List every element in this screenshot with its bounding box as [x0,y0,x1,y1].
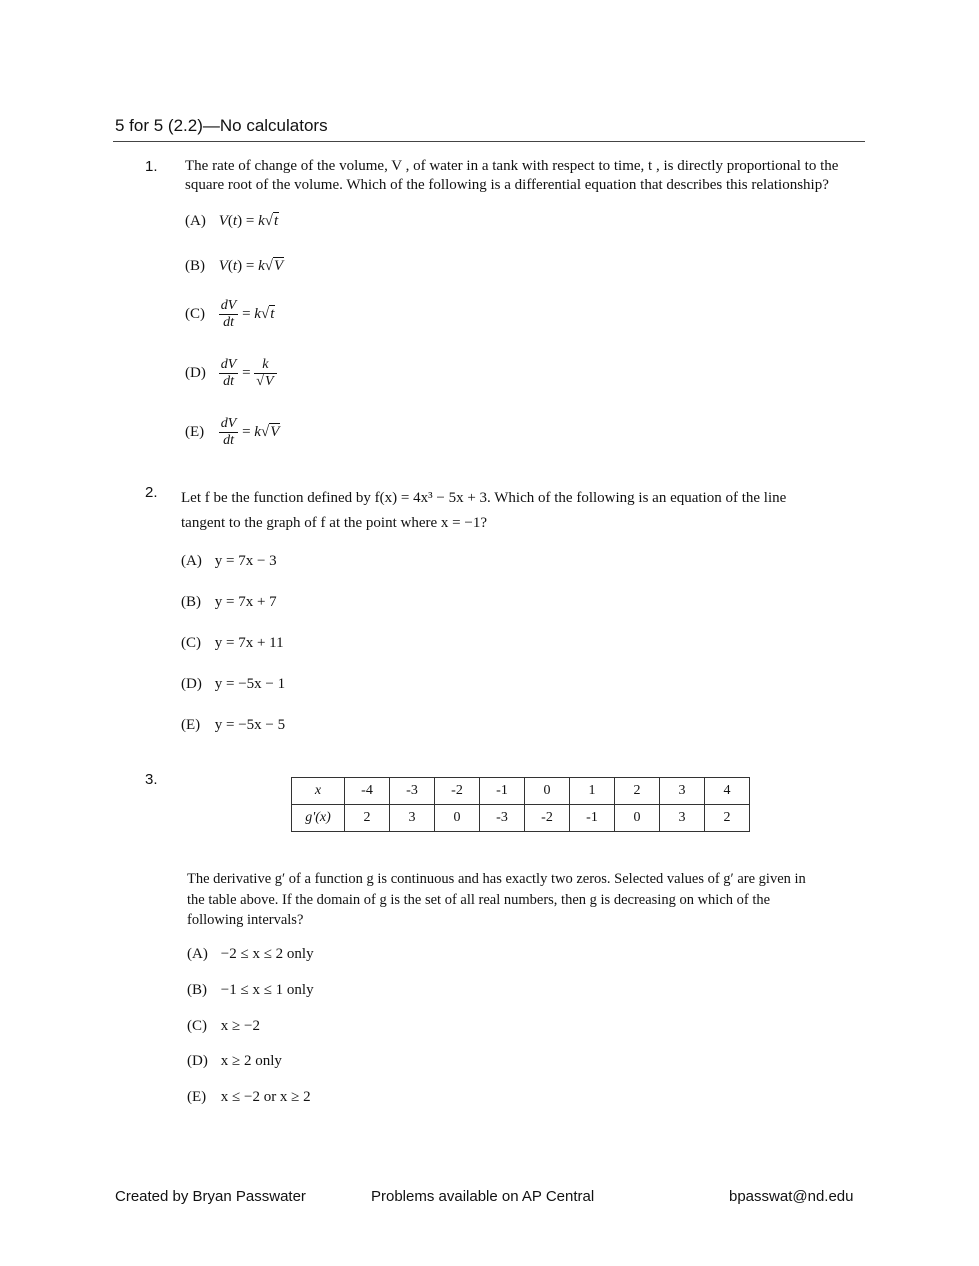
footer-email[interactable]: bpasswat@nd.edu [729,1188,854,1205]
option-label: (A) [185,213,206,229]
table-cell: 0 [525,778,570,805]
option-label: (B) [181,594,201,610]
option-label: (A) [187,946,208,962]
option-math: y = −5x − 1 [214,676,286,692]
row-header-gprime: g'(x) [292,805,345,832]
question-1-option-a[interactable] [185,213,279,230]
option-math: V(t) = k√V [218,258,284,274]
question-3-text-line-1: The derivative g′ of a function g is continuous and has exactly two zeros. Selected values of g′ are given in [187,871,806,887]
option-math: x ≥ 2 only [220,1053,282,1069]
table-cell: 3 [660,805,705,832]
option-math: y = 7x − 3 [214,553,277,569]
table-cell: -3 [390,778,435,805]
question-1-option-b[interactable] [185,258,284,275]
option-math: −2 ≤ x ≤ 2 only [220,946,314,962]
option-math: V(t) = k√t [218,213,279,229]
question-3-text-line-2: the table above. If the domain of g is the set of all real numbers, then g is decreasing on which of the [187,891,771,908]
question-2-option-d[interactable] [181,676,285,693]
option-label: (E) [181,717,201,733]
question-2-text-line-1: Let f be the function defined by f(x) = 4x³ − 5x + 3. Which of the following is an equation of the line [181,490,787,506]
table-row-gprime [292,805,750,832]
question-3-option-a[interactable] [187,946,314,963]
fraction-k-over-sqrt-v: $\frac{k}{√V}$ [254,357,276,390]
question-3-option-c[interactable] [187,1018,260,1035]
question-2-number: 2. [145,484,158,501]
row-header-x: x [292,778,345,805]
question-1-option-c[interactable]: (C) $\frac{dV}{dt}$ = k√t [185,298,275,330]
option-label: (B) [187,982,207,998]
option-label: (C) [185,305,205,322]
question-2-option-b[interactable] [181,594,277,611]
question-1-text-line-1: The rate of change of the volume, V , of water in a tank with respect to time, t , is directly proportional to the [185,158,839,174]
table-row-x [292,778,750,805]
gprime-values-table [291,777,750,832]
option-label: (D) [185,364,206,381]
footer-source: Problems available on AP Central [371,1188,595,1205]
question-2-text [181,486,786,536]
option-label: (E) [185,423,205,440]
fraction-dv-dt: $\frac{dV}{dt}$ [220,357,237,389]
option-label: (C) [187,1018,207,1034]
option-label: (B) [185,258,205,274]
table-cell: 3 [660,778,705,805]
table-cell: 4 [705,778,750,805]
question-2-text-line-2: tangent to the graph of f at the point where x = −1? [181,515,487,531]
question-1-number: 1. [145,158,158,175]
table-cell: -2 [435,778,480,805]
table-cell: 0 [615,805,660,832]
question-2-option-e[interactable] [181,717,285,734]
header-divider [113,141,865,142]
option-math: x ≤ −2 or x ≥ 2 [220,1089,311,1105]
question-2-option-a[interactable] [181,553,277,570]
question-3-number: 3. [145,771,158,788]
fraction-dv-dt: $\frac{dV}{dt}$ [220,298,237,330]
table-cell: -1 [570,805,615,832]
option-math: x ≥ −2 [220,1018,260,1034]
question-3-text [187,869,806,931]
question-1-option-d[interactable]: (D) $\frac{dV}{dt}$ = $\frac{k}{√V}$ [185,357,277,390]
table-cell: -1 [480,778,525,805]
option-label: (E) [187,1089,207,1105]
table-cell: -2 [525,805,570,832]
table-cell: 3 [390,805,435,832]
table-cell: 2 [615,778,660,805]
question-3-option-d[interactable] [187,1053,282,1070]
question-1-text-line-2: square root of the volume. Which of the following is a differential equation that describes this relationship? [185,177,829,193]
question-3-option-b[interactable] [187,982,314,999]
question-3-text-line-3: following intervals? [187,912,304,928]
table-cell: 2 [345,805,390,832]
fraction-dv-dt: $\frac{dV}{dt}$ [220,416,237,448]
option-label: (C) [181,635,201,651]
question-1-option-e[interactable]: (E) $\frac{dV}{dt}$ = k√V [185,416,280,448]
option-math: y = −5x − 5 [214,717,286,733]
option-math: y = 7x + 7 [214,594,277,610]
page-title: 5 for 5 (2.2)—No calculators [115,116,328,135]
table-cell: 2 [705,805,750,832]
option-label: (A) [181,553,202,569]
option-label: (D) [187,1053,208,1069]
question-2-option-c[interactable] [181,635,284,652]
option-label: (D) [181,676,202,692]
question-3-option-e[interactable] [187,1089,311,1106]
option-math: −1 ≤ x ≤ 1 only [220,982,314,998]
footer-author: Created by Bryan Passwater [115,1188,306,1205]
table-cell: -3 [480,805,525,832]
table-cell: -4 [345,778,390,805]
question-1-text [185,157,838,195]
table-cell: 0 [435,805,480,832]
option-math: y = 7x + 11 [214,635,284,651]
table-cell: 1 [570,778,615,805]
